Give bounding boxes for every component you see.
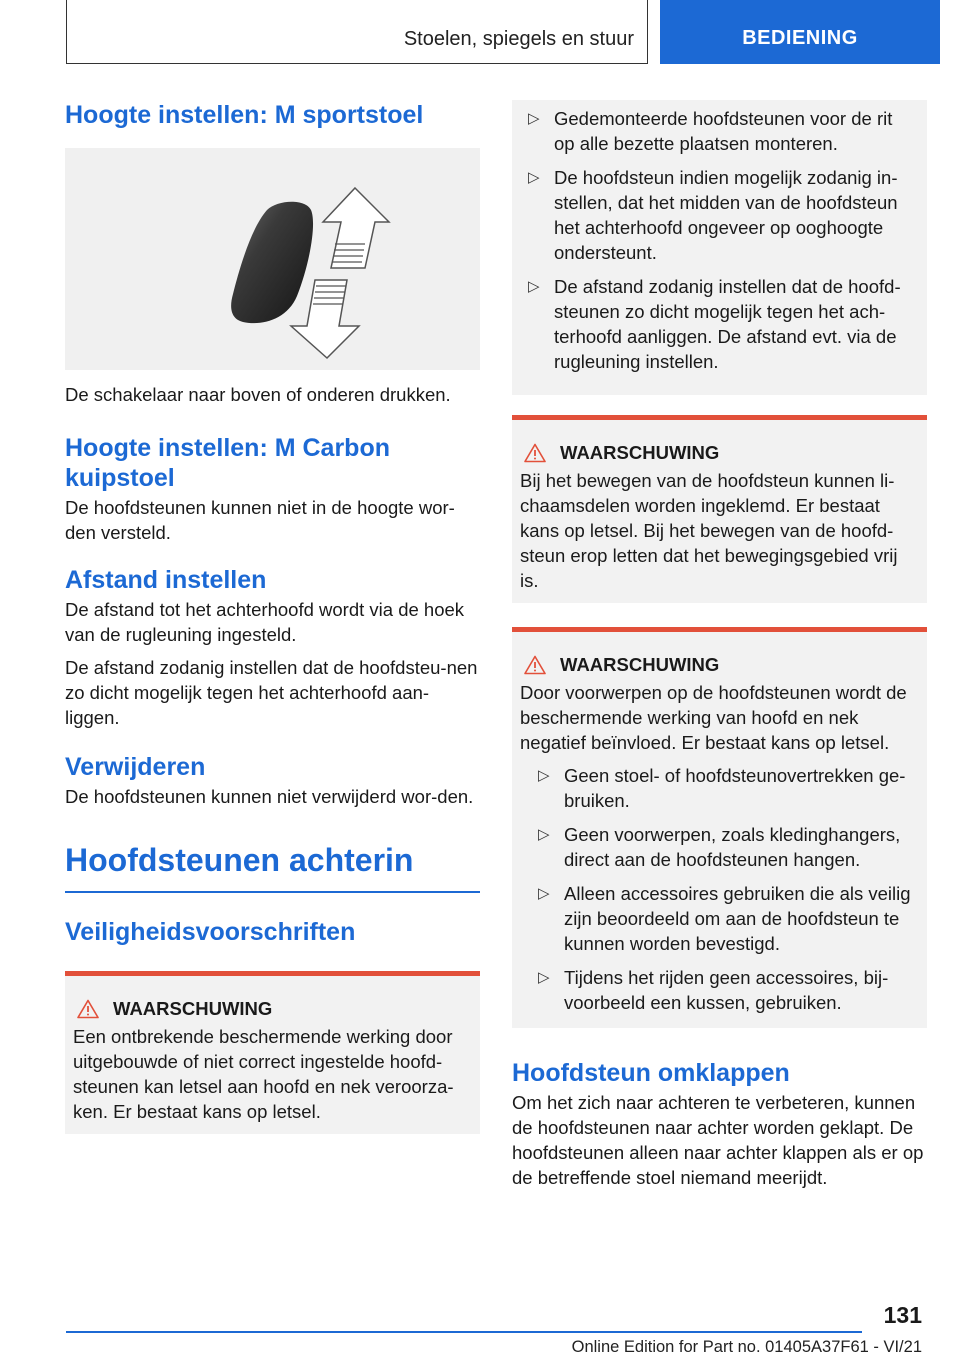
switch-knob xyxy=(231,202,313,323)
paragraph-afstand-2: De afstand zodanig instellen dat de hoofdsteu-nen zo dicht mogelijk tegen het achterhoofd aan-liggen. xyxy=(65,657,478,728)
list-item: ▷ Geen voorwerpen, zoals kledinghangers, direct aan de hoofdsteunen hangen. xyxy=(538,824,901,870)
paragraph-sport: De schakelaar naar boven of onderen drukken. xyxy=(65,384,451,405)
footer-rule xyxy=(66,1331,862,1333)
warning-text: Bij het bewegen van de hoofdsteun kunnen li-chaamsdelen worden ingeklemd. Er bestaat kans op letsel. Bij het bewegen van de hoofd-steun erop letten dat het bewegingsgebied vrij is. xyxy=(520,470,898,591)
bullet-marker-icon: ▷ xyxy=(538,885,550,902)
bullet-marker-icon: ▷ xyxy=(538,826,550,843)
section-tab[interactable]: BEDIENING xyxy=(660,0,940,64)
bullet-marker-icon: ▷ xyxy=(528,169,540,186)
warning-box-1 xyxy=(65,971,480,1134)
warning-box-3 xyxy=(512,627,927,1028)
heading-afstand: Afstand instellen xyxy=(65,566,267,594)
list-item: ▷ De afstand zodanig instellen dat de hoofd-steunen zo dicht mogelijk tegen het ach-terhoofd aanliggen. De afstand evt. via de rugleuning instellen. xyxy=(528,276,901,372)
bullet-marker-icon: ▷ xyxy=(528,110,540,127)
right-column xyxy=(512,100,927,1190)
heading-rule xyxy=(65,891,480,893)
switch-illustration xyxy=(65,148,480,370)
page-number: 131 xyxy=(883,1302,922,1328)
warning-title: WAARSCHUWING xyxy=(560,654,720,675)
heading-carbon: Hoogte instellen: M Carbon kuipstoel xyxy=(65,434,390,492)
heading-sport: Hoogte instellen: M sportstoel xyxy=(65,101,424,129)
chapter-title: Stoelen, spiegels en stuur xyxy=(403,28,634,50)
list-item: ▷ De hoofdsteun indien mogelijk zodanig in-stellen, dat het midden van de hoofdsteun het achterhoofd ongeveer op ooghoogte ondersteunt. xyxy=(528,167,898,263)
warning-title: WAARSCHUWING xyxy=(560,442,720,463)
list-item: ▷ Tijdens het rijden geen accessoires, bij-voorbeeld een kussen, gebruiken. xyxy=(538,967,889,1013)
left-column xyxy=(65,100,480,1134)
heading-veiligheid: Veiligheidsvoorschriften xyxy=(65,918,356,946)
warning-text: Een ontbrekende beschermende werking door uitgebouwde of niet correct ingestelde hoofd-steunen kan letsel aan hoofd en nek veroorza-ken. Er bestaat kans op letsel. xyxy=(73,1026,454,1122)
paragraph-omklappen: Om het zich naar achteren te verbeteren, kunnen de hoofdsteunen naar achter worden geklapt. De hoofdsteunen alleen naar achter klappen als er op de betreffende stoel niemand meerijdt. xyxy=(512,1092,924,1188)
list-item: ▷ Gedemonteerde hoofdsteunen voor de rit op alle bezette plaatsen monteren. xyxy=(528,108,893,154)
bullet-box-top xyxy=(512,100,927,395)
heading-verwijderen: Verwijderen xyxy=(65,753,206,781)
warning-text: Door voorwerpen op de hoofdsteunen wordt de beschermende werking van hoofd en nek negatief beïnvloed. Er bestaat kans op letsel. xyxy=(520,682,907,753)
heading-achterin: Hoofdsteunen achterin xyxy=(65,842,414,878)
warning-triangle-icon xyxy=(524,443,546,463)
footer-edition[interactable]: Online Edition for Part no. 01405A37F61 - VI/21 xyxy=(571,1338,922,1356)
paragraph-afstand-1: De afstand tot het achterhoofd wordt via de hoek van de rugleuning ingesteld. xyxy=(65,599,465,645)
paragraph-verwijderen: De hoofdsteunen kunnen niet verwijderd wor-den. xyxy=(65,786,474,807)
paragraph-carbon: De hoofdsteunen kunnen niet in de hoogte wor-den versteld. xyxy=(65,497,455,543)
bullet-marker-icon: ▷ xyxy=(538,969,550,986)
warning-box-2 xyxy=(512,415,927,603)
list-item: ▷ Geen stoel- of hoofdsteunovertrekken ge-bruiken. xyxy=(538,765,906,811)
warning-title: WAARSCHUWING xyxy=(113,998,273,1019)
warning-triangle-icon xyxy=(77,999,99,1019)
bullet-marker-icon: ▷ xyxy=(528,278,540,295)
heading-omklappen: Hoofdsteun omklappen xyxy=(512,1059,790,1087)
list-item: ▷ Alleen accessoires gebruiken die als veilig zijn beoordeeld om aan de hoofdsteun te kunnen worden bevestigd. xyxy=(538,883,911,954)
bullet-marker-icon: ▷ xyxy=(538,767,550,784)
warning-triangle-icon xyxy=(524,655,546,675)
